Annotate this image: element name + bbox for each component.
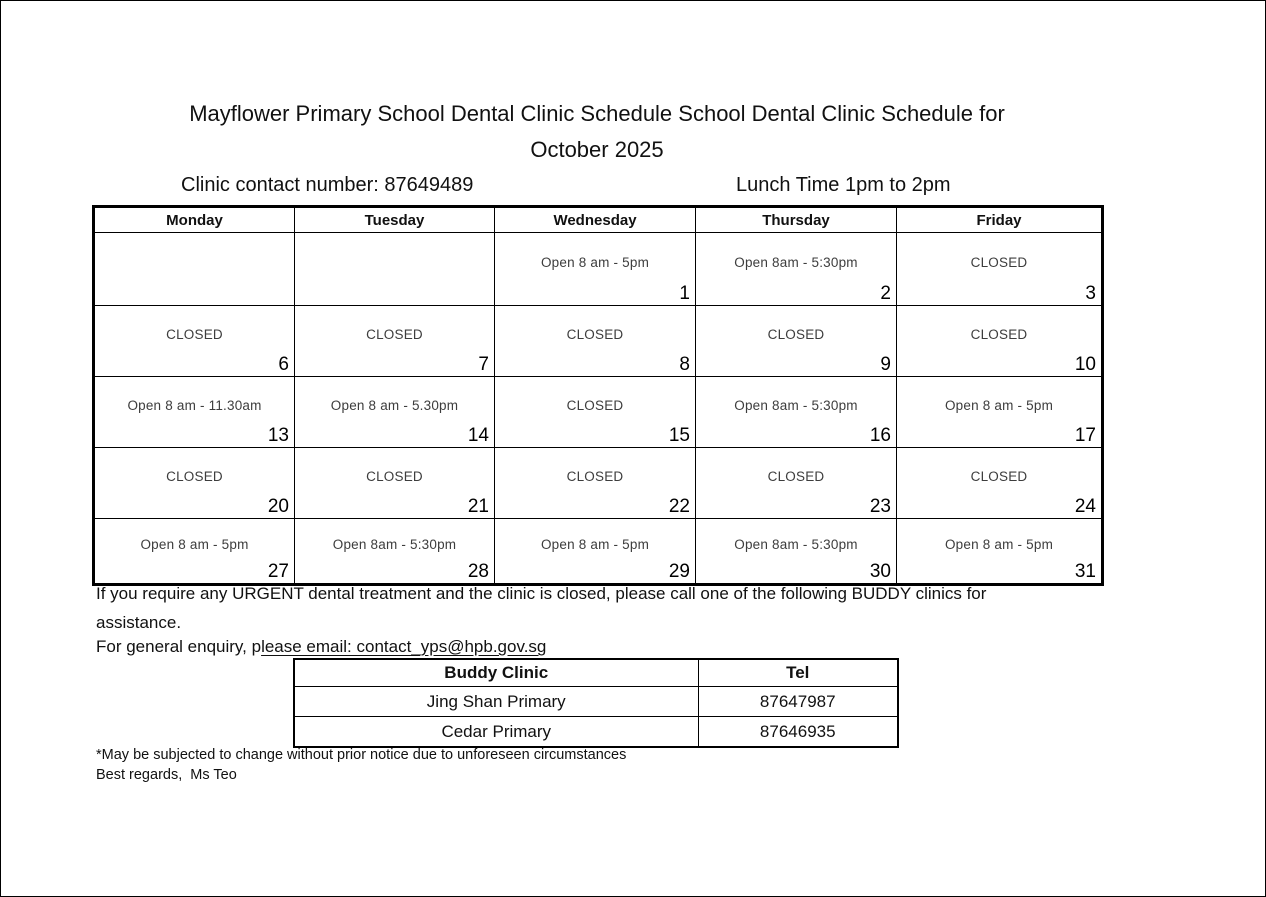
calendar-week-row-5	[94, 519, 1103, 585]
cell-schedule-text: Open 8 am - 5.30pm	[330, 397, 459, 413]
cell-schedule-text: CLOSED	[767, 468, 825, 484]
buddy-clinic-name: Cedar Primary	[294, 717, 698, 748]
urgent-treatment-note: If you require any URGENT dental treatment and the clinic is closed, please call one of the following BUDDY clinics for assistance.	[96, 584, 987, 632]
calendar-day-cell-7	[295, 306, 495, 377]
calendar-day-cell-29	[495, 519, 696, 585]
cell-day-number: 23	[869, 496, 891, 517]
cell-day-number: 28	[467, 561, 489, 582]
cell-schedule-text: CLOSED	[566, 397, 624, 413]
change-disclaimer: *May be subjected to change without prior notice due to unforeseen circumstances	[96, 747, 627, 763]
cell-day-number: 21	[467, 496, 489, 517]
calendar-day-cell-9	[696, 306, 897, 377]
calendar-day-cell-13	[94, 377, 295, 448]
cell-day-number: 9	[880, 354, 891, 375]
cell-day-number: 31	[1074, 561, 1096, 582]
buddy-clinic-table	[293, 658, 899, 748]
general-enquiry-line	[96, 637, 546, 657]
calendar-day-cell-30	[696, 519, 897, 585]
cell-schedule-text: Open 8am - 5:30pm	[734, 397, 858, 413]
calendar-day-cell-28	[295, 519, 495, 585]
cell-day-number: 27	[267, 561, 289, 582]
cell-schedule-text: CLOSED	[970, 326, 1028, 342]
calendar-day-cell-15	[495, 377, 696, 448]
calendar-week-row-2	[94, 306, 1103, 377]
cell-schedule-text: Open 8am - 5:30pm	[734, 536, 858, 552]
cell-schedule-text: Open 8 am - 5pm	[540, 536, 650, 552]
cell-schedule-text	[95, 262, 294, 276]
cell-schedule-text: CLOSED	[166, 468, 223, 484]
cell-schedule-text: Open 8 am - 5pm	[944, 536, 1054, 552]
signoff-line: Best regards, Ms Teo	[96, 767, 237, 783]
cell-day-number: 1	[679, 283, 690, 304]
calendar-day-cell-31	[897, 519, 1103, 585]
calendar-header-friday: Friday	[897, 207, 1103, 233]
cell-schedule-text: CLOSED	[970, 468, 1028, 484]
cell-schedule-text: CLOSED	[166, 326, 223, 342]
cell-day-number: 16	[869, 425, 891, 446]
clinic-contact-number: Clinic contact number: 87649489	[181, 174, 474, 196]
buddy-table-header-row	[294, 659, 898, 687]
enquiry-email-text: lease email: contact_yps@hpb.gov.sg	[261, 637, 547, 656]
cell-schedule-text: Open 8 am - 5pm	[540, 254, 650, 270]
tel-column-header: Tel	[698, 659, 898, 687]
cell-day-number: 2	[880, 283, 891, 304]
calendar-day-cell-2	[696, 233, 897, 306]
cell-schedule-text: Open 8 am - 5pm	[140, 536, 249, 552]
calendar-empty-cell	[295, 233, 495, 306]
cell-day-number: 14	[467, 425, 489, 446]
calendar-day-cell-21	[295, 448, 495, 519]
calendar-week-row-4	[94, 448, 1103, 519]
cell-day-number: 17	[1074, 425, 1096, 446]
cell-schedule-text: CLOSED	[767, 326, 825, 342]
enquiry-text-prefix: For general enquiry, p	[96, 637, 262, 656]
buddy-clinic-column-header: Buddy Clinic	[294, 659, 698, 687]
calendar-week-row-1	[94, 233, 1103, 306]
calendar-day-cell-1	[495, 233, 696, 306]
cell-schedule-text: Open 8 am - 11.30am	[127, 397, 262, 413]
calendar-day-cell-8	[495, 306, 696, 377]
cell-schedule-text	[295, 262, 494, 276]
calendar-day-cell-22	[495, 448, 696, 519]
page-title-line1: Mayflower Primary School Dental Clinic Schedule School Dental Clinic Schedule for	[189, 101, 1005, 126]
calendar-day-cell-6	[94, 306, 295, 377]
cell-day-number: 15	[668, 425, 690, 446]
calendar-table	[92, 205, 1104, 586]
cell-day-number: 8	[679, 354, 690, 375]
calendar-day-cell-3	[897, 233, 1103, 306]
calendar-day-cell-10	[897, 306, 1103, 377]
cell-day-number: 3	[1085, 283, 1096, 304]
cell-day-number: 13	[267, 425, 289, 446]
buddy-clinic-name: Jing Shan Primary	[294, 687, 698, 717]
calendar-day-cell-16	[696, 377, 897, 448]
calendar-week-row-3	[94, 377, 1103, 448]
cell-day-number: 29	[668, 561, 690, 582]
cell-day-number: 7	[478, 354, 489, 375]
buddy-table-row	[294, 687, 898, 717]
cell-schedule-text: CLOSED	[366, 326, 423, 342]
cell-schedule-text: Open 8 am - 5pm	[944, 397, 1054, 413]
cell-day-number: 20	[267, 496, 289, 517]
cell-day-number: 30	[869, 561, 891, 582]
cell-schedule-text: Open 8am - 5:30pm	[734, 254, 858, 270]
cell-schedule-text: CLOSED	[366, 468, 423, 484]
cell-day-number: 10	[1074, 354, 1096, 375]
lunch-time-note: Lunch Time 1pm to 2pm	[736, 174, 951, 196]
calendar-empty-cell	[94, 233, 295, 306]
cell-schedule-text: CLOSED	[566, 468, 624, 484]
calendar-header-thursday: Thursday	[696, 207, 897, 233]
calendar-day-cell-23	[696, 448, 897, 519]
calendar-day-cell-14	[295, 377, 495, 448]
page-title-line2: October 2025	[530, 137, 664, 162]
calendar-header-tuesday: Tuesday	[295, 207, 495, 233]
buddy-clinic-tel: 87646935	[698, 717, 898, 748]
buddy-clinic-tel: 87647987	[698, 687, 898, 717]
calendar-header-wednesday: Wednesday	[495, 207, 696, 233]
cell-schedule-text: CLOSED	[970, 254, 1028, 270]
calendar-day-cell-24	[897, 448, 1103, 519]
cell-day-number: 22	[668, 496, 690, 517]
cell-day-number: 6	[278, 354, 289, 375]
calendar-day-cell-20	[94, 448, 295, 519]
cell-schedule-text: CLOSED	[566, 326, 624, 342]
calendar-header-monday: Monday	[94, 207, 295, 233]
cell-schedule-text: Open 8am - 5:30pm	[332, 536, 457, 552]
buddy-table-row	[294, 717, 898, 748]
calendar-header-row	[94, 207, 1103, 233]
calendar-day-cell-27	[94, 519, 295, 585]
cell-day-number: 24	[1074, 496, 1096, 517]
calendar-day-cell-17	[897, 377, 1103, 448]
